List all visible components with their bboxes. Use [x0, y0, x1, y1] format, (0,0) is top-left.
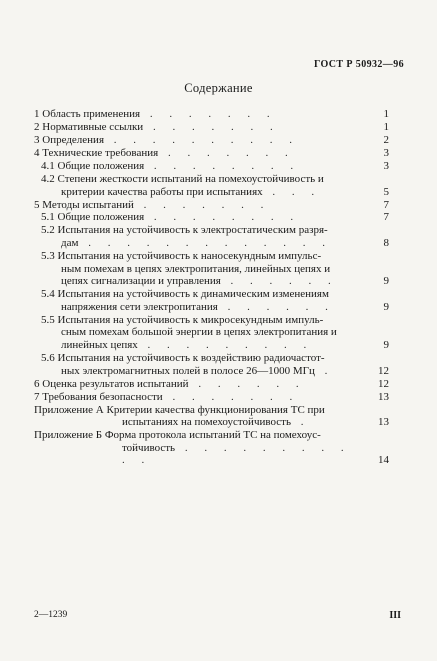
toc-entry-text: Приложение Б Форма протокола испытаний ТС на помехоус- [34, 429, 321, 442]
dot-leader: . [290, 416, 311, 429]
toc-page-number: 7 [383, 198, 389, 211]
toc-entry-text: 7 Требования безопасности [34, 390, 163, 403]
toc-entry-text: 3 Определения [34, 133, 105, 146]
dot-leader: . . . . . . . [162, 390, 300, 403]
toc-entry[interactable] [34, 199, 389, 212]
toc-entry[interactable] [34, 121, 389, 134]
toc-page-number: 1 [383, 120, 389, 133]
toc-entry[interactable] [34, 134, 389, 147]
toc-entry-text-continued: сным помехам большой энергии в цепях электропитания и [61, 326, 337, 339]
toc-entry-text-continued [41, 339, 367, 352]
toc-entry-text-line: испытаниях на помехоустойчивость [122, 416, 291, 429]
toc-page-number: 13 [378, 416, 389, 429]
dot-leader: . . . [262, 185, 322, 198]
dot-leader: . . . . . . . . . . . [122, 441, 351, 467]
toc-entry-text: 5.4 Испытания на устойчивость к динамическим изменениям [41, 288, 329, 301]
dot-leader: . . . . . . . [133, 198, 271, 211]
toc-entry-text: 5.6 Испытания на устойчивость к воздействию радиочастот- [41, 351, 325, 364]
dot-leader: . . . . . . . . [144, 159, 301, 172]
toc-entry-text-line: дам [61, 237, 79, 250]
toc-entry-text-continued [41, 301, 367, 314]
toc-entry[interactable] [34, 147, 389, 160]
toc-entry-text-line: линейных цепях [61, 338, 138, 351]
toc-entry-text: 6 Оценка результатов испытаний [34, 377, 189, 390]
dot-leader: . . . . . . . [158, 146, 295, 159]
toc-entry-text-line: напряжения сети электропитания [61, 300, 218, 313]
toc-entry-text: 1 Область применения [34, 108, 141, 120]
toc-page-number: 12 [378, 364, 389, 377]
dot-leader: . . . . . . [188, 377, 306, 390]
toc-entry-text: 5.2 Испытания на устойчивость к электростатическим разря- [41, 224, 328, 237]
toc-entry[interactable] [34, 250, 389, 288]
dot-leader: . . . . . . . . . . [104, 133, 300, 146]
toc-entry[interactable] [34, 224, 389, 249]
dot-leader: . . . . . . [220, 275, 338, 288]
toc-page-number: 12 [378, 377, 389, 390]
toc-entry-text: 4.1 Общие положения [41, 159, 145, 172]
toc-entry-text: 5.1 Общие положения [41, 211, 145, 224]
dot-leader: . [314, 364, 335, 377]
dot-leader: . . . . . . . [143, 120, 280, 133]
toc-entry[interactable] [34, 429, 389, 467]
toc-page-number: 7 [383, 211, 389, 224]
dot-leader: . . . . . . . . . . . . . [78, 237, 332, 250]
toc-page-number: 13 [378, 390, 389, 403]
toc-page-number: 2 [383, 133, 389, 146]
table-of-contents [34, 108, 389, 467]
page-number: III [389, 610, 401, 621]
toc-entry-text: 5.5 Испытания на устойчивость к микросекундным импуль- [41, 313, 324, 326]
toc-entry[interactable] [34, 160, 389, 173]
toc-entry[interactable] [34, 173, 389, 198]
toc-entry-text-line: критерии качества работы при испытаниях [61, 185, 263, 198]
toc-page-number: 3 [383, 146, 389, 159]
toc-entry-text-continued [34, 416, 367, 429]
toc-page-number: 8 [383, 237, 389, 250]
toc-entry-text: 2 Нормативные ссылки [34, 120, 144, 133]
toc-entry[interactable] [34, 404, 389, 429]
toc-entry-text: 4 Технические требования [34, 146, 159, 159]
toc-page-number: 9 [383, 275, 389, 288]
document-code: ГОСТ Р 50932—96 [313, 59, 404, 70]
toc-entry[interactable] [34, 211, 389, 224]
toc-entry-text: 5.3 Испытания на устойчивость к наносекундным импульс- [41, 250, 322, 263]
toc-entry-text-line: тойчивость [122, 441, 176, 454]
toc-entry-text-continued [41, 186, 367, 199]
dot-leader: . . . . . . [217, 300, 335, 313]
toc-entry[interactable] [34, 378, 389, 391]
toc-entry[interactable] [34, 314, 389, 352]
toc-entry[interactable] [34, 108, 389, 121]
toc-page-number: 9 [383, 338, 389, 351]
dot-leader: . . . . . . . [140, 108, 277, 120]
toc-page-number: 3 [383, 159, 389, 172]
toc-page-number: 14 [378, 454, 389, 467]
toc-entry-text: Приложение А Критерии качества функционирования ТС при [34, 403, 325, 416]
print-code: 2—1239 [34, 610, 68, 620]
toc-entry-text: 4.2 Степени жесткости испытаний на помехоустойчивость и [41, 172, 324, 185]
dot-leader: . . . . . . . . [144, 211, 301, 224]
toc-entry-text-continued [41, 365, 367, 378]
toc-page-number: 1 [383, 108, 389, 120]
toc-entry-text-continued [41, 275, 367, 288]
toc-entry-text-continued [34, 442, 367, 467]
toc-entry[interactable] [34, 288, 389, 313]
toc-entry[interactable] [34, 352, 389, 377]
dot-leader: . . . . . . . . . [137, 338, 314, 351]
toc-page-number: 5 [383, 185, 389, 198]
toc-entry-text-continued [41, 237, 367, 250]
toc-page-number: 9 [383, 300, 389, 313]
toc-entry[interactable] [34, 391, 389, 404]
toc-entry-text-continued: ным помехам в цепях электропитания, линейных цепях и [61, 262, 331, 275]
toc-entry-text: 5 Методы испытаний [34, 198, 134, 211]
toc-entry-text-line: цепях сигнализации и управления [61, 275, 221, 288]
toc-entry-text-line: ных электромагнитных полей в полосе 26—1000 МГц [61, 364, 315, 377]
toc-title: Содержание [184, 81, 253, 95]
